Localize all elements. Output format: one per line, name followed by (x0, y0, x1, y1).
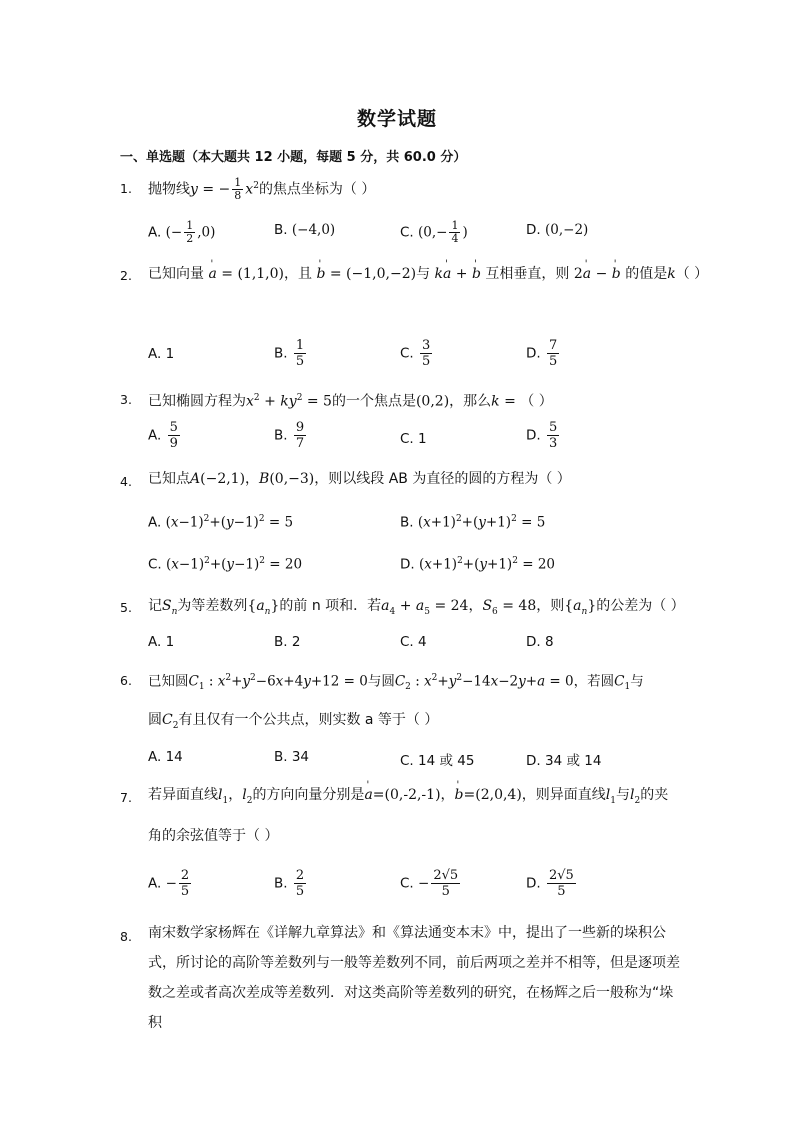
option-d[interactable]: D. 8 (526, 634, 554, 650)
question-number: 2. (120, 268, 132, 283)
question-number: 1. (120, 181, 132, 196)
option-b[interactable]: B. (−4,0) (274, 222, 336, 238)
option-c[interactable]: C. (0,− $\frac{1}{4}$ ) (400, 219, 468, 245)
section-heading: 一、单选题（本大题共 12 小题，每题 5 分，共 60.0 分） (120, 150, 467, 165)
option-a[interactable]: A. $(x-1)^2+(y-1)^2 = 5$ (148, 514, 294, 531)
question-stem: 南宋数学家杨辉在《详解九章算法》和《算法通变本末》中，提出了一些新的垛积公式，所讨论的高阶等差数列与一般等差数列不同，前后两项之差并不相等，但是逐项差数之差或者高次差成等差数列．对这类高阶等差数列的研究，在杨辉之后一般称为“垛积 (148, 925, 680, 1031)
option-d[interactable]: D. $\frac{5}{3}$ (526, 420, 558, 451)
option-b[interactable]: B. $\frac{1}{5}$ (274, 338, 305, 369)
option-d[interactable]: D. $\frac{2√5}{5}$ (526, 868, 574, 899)
question-stem: 已知点A(−2,1)，B(0,−3)，则以线段 AB 为直径的圆的方程为（ ） (148, 471, 571, 487)
question-number: 7. (120, 790, 132, 805)
question-stem-cont: 角的余弦值等于（ ） (148, 828, 279, 844)
question-stem: 记$S_n$为等差数列$\{a_n\}$的前 n 项和．若$a_4 + a_5 = 24$，$S_6 = 48$，则$\{a_n\}$的公差为（ ） (148, 598, 685, 617)
option-b[interactable]: B. $(x+1)^2+(y+1)^2 = 5$ (400, 514, 546, 531)
option-b[interactable]: B. $\frac{2}{5}$ (274, 868, 305, 899)
option-a[interactable]: A. 14 (148, 749, 183, 765)
question-number: 6. (120, 673, 132, 688)
option-d[interactable]: D. $(x+1)^2+(y+1)^2 = 20$ (400, 556, 556, 573)
question-stem: 已知椭圆方程为$x^2 + ky^2 = 5$的一个焦点是(0,2)，那么k = （ ） (148, 393, 553, 410)
option-c[interactable]: C. 14 或 45 (400, 753, 475, 769)
page-title: 数学试题 (356, 108, 437, 130)
question-number: 8. (120, 929, 132, 944)
option-c[interactable]: C. − $\frac{2√5}{5}$ (400, 868, 459, 899)
question-stem: 已知圆$C_1$ : $x^2+y^2-6x+4y+12 = 0$与圆$C_2$ : $x^2+y^2-14x-2y+a = 0$，若圆$C_1$与 (148, 673, 644, 693)
option-b[interactable]: B. 2 (274, 634, 301, 650)
option-c[interactable]: C. 1 (400, 431, 427, 447)
option-d[interactable]: D. (0,−2) (526, 222, 589, 238)
question-stem-cont: 圆$C_2$有且仅有一个公共点，则实数 a 等于（ ） (148, 712, 439, 731)
option-d[interactable]: D. 34 或 14 (526, 753, 602, 769)
question-number: 4. (120, 474, 132, 489)
option-d[interactable]: D. $\frac{7}{5}$ (526, 338, 558, 369)
option-c[interactable]: C. $(x-1)^2+(y-1)^2 = 20$ (148, 556, 303, 573)
question-number: 3. (120, 392, 132, 407)
option-a[interactable]: A. 1 (148, 346, 175, 362)
option-a[interactable]: A. 1 (148, 634, 175, 650)
option-b[interactable]: B. 34 (274, 749, 310, 765)
question-stem: 已知向量 ' a = (1,1,0)，且 ' b = (−1,0,−2)与 k' a + ' b 互相垂直，则 2' a − ' b 的值是k（ ） (148, 264, 684, 284)
option-a[interactable]: A. $\frac{5}{9}$ (148, 420, 178, 451)
option-b[interactable]: B. $\frac{9}{7}$ (274, 420, 305, 451)
option-a[interactable]: A. (− $\frac{1}{2}$ ,0) (148, 219, 216, 245)
question-number: 5. (120, 600, 132, 615)
question-stem: 抛物线y = − $\frac{1}{8}$ $x^2$的焦点坐标为（ ） (148, 176, 376, 203)
option-a[interactable]: A. − $\frac{2}{5}$ (148, 868, 190, 899)
option-c[interactable]: C. 4 (400, 634, 427, 650)
question-stem: 若异面直线$l_1$，$l_2$的方向向量分别是' a=(0,-2,-1)，' b=(2,0,4)，则异面直线$l_1$与$l_2$的夹 (148, 785, 684, 811)
option-c[interactable]: C. $\frac{3}{5}$ (400, 338, 431, 369)
